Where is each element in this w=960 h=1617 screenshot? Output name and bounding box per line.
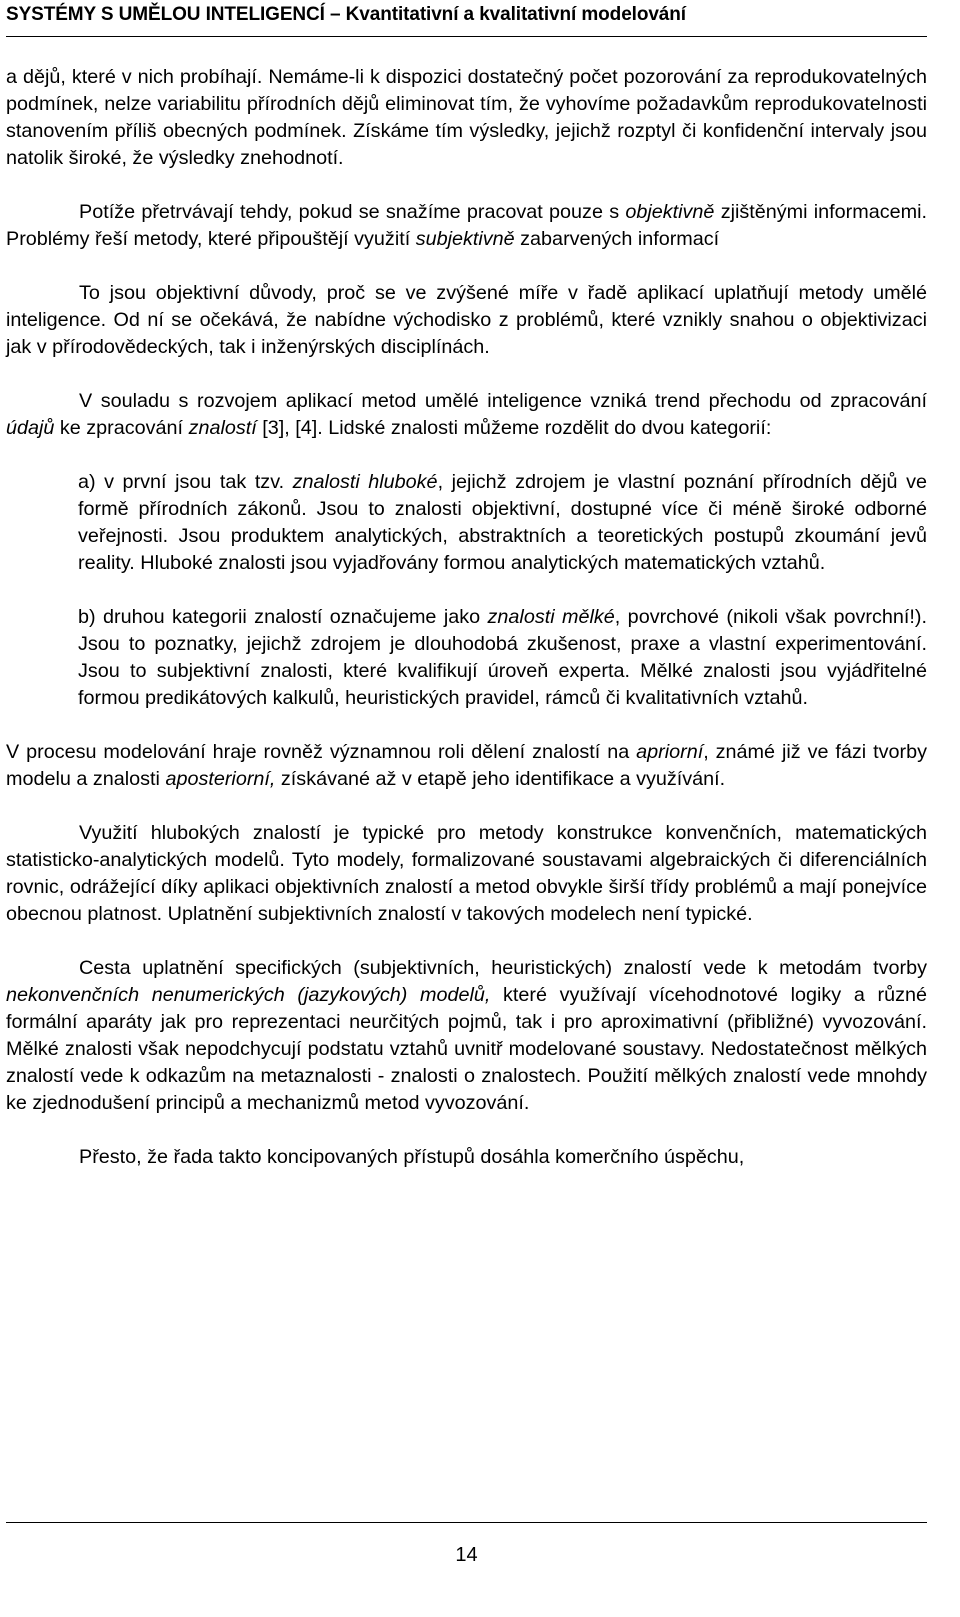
list-item-a-text: , jejichž zdrojem je vlastní poznání přírodních dějů ve formě přírodních zákonů. Jsou to znalosti objektivní, dostupné více či méně široké odborné veřejnosti. Jsou produktem analytických, abstraktních a teoretických postupů zkoumání jevů reality. Hluboké znalosti jsou vyjadřovány formou analytických matematických vztahů. bbox=[78, 471, 927, 574]
paragraph-2-text: Potíže přetrvávají tehdy, pokud se snažíme pracovat pouze s bbox=[79, 201, 626, 223]
paragraph-4-text: [3], [4]. Lidské znalosti můžeme rozdělit do dvou kategorií: bbox=[256, 417, 772, 439]
paragraph-gap bbox=[6, 442, 927, 469]
list-item-a-text: a) v první jsou tak tzv. bbox=[78, 471, 293, 493]
list-item-a bbox=[78, 469, 927, 577]
list-item-b-text: , povrchové (nikoli však povrchní!). Jsou to poznatky, jejichž zdrojem je dlouhodobá zkušenost, praxe a vlastní experimentování. Jsou to subjektivní znalosti, které kvalifikují úroveň experta. Mělké znalosti jsou vyjádřitelné formou predikátových kalkulů, heuristických pravidel, rámců či kvalitativních vztahů. bbox=[78, 606, 927, 709]
paragraph-3-text: To jsou objektivní důvody, proč se ve zvýšené míře v řadě aplikací uplatňují metody umělé inteligence. Od ní se očekává, že nabídne východisko z problémů, které vznikly snahou o objektivizaci jak v přírodovědeckých, tak i inženýrských disciplínách. bbox=[6, 282, 927, 358]
header-rule bbox=[6, 36, 927, 37]
paragraph-4 bbox=[6, 388, 927, 442]
page-number: 14 bbox=[455, 1544, 478, 1566]
paragraph-gap bbox=[6, 253, 927, 280]
body-text bbox=[6, 64, 927, 1171]
footer-rule bbox=[6, 1522, 927, 1523]
emphasis-znalosti-melke: znalosti mělké bbox=[487, 606, 615, 628]
emphasis-znalosti: znalostí bbox=[188, 417, 257, 439]
emphasis-objektivne: objektivně bbox=[625, 201, 715, 223]
paragraph-5-text: , známé již ve fázi tvorby modelu a znalosti bbox=[6, 741, 927, 790]
paragraph-2 bbox=[6, 199, 927, 253]
paragraph-7-text: které využívají vícehodnotové logiky a různé formální aparáty jak pro reprezentaci neurčitých pojmů, tak i pro aproximativní (přibližné) vyvozování. Mělké znalosti však nepodchycují podstatu vztahů uvnitř modelované soustavy. Nedostatečnost mělkých znalostí vede k odkazům na metaznalosti - znalosti o znalostech. Použití mělkých znalostí vede mnohdy ke zjednodušení principů a mechanizmů metod vyvozování. bbox=[6, 984, 927, 1114]
emphasis-subjektivne: subjektivně bbox=[415, 228, 515, 250]
list-item-b bbox=[78, 604, 927, 712]
running-header: SYSTÉMY S UMĚLOU INTELIGENCÍ – Kvantitativní a kvalitativní modelování bbox=[6, 4, 686, 25]
emphasis-aposteriorni: aposteriorní, bbox=[165, 768, 276, 790]
paragraph-4-text: V souladu s rozvojem aplikací metod umělé inteligence vzniká trend přechodu od zpracování bbox=[79, 390, 927, 412]
paragraph-8-text: Přesto, že řada takto koncipovaných přístupů dosáhla komerčního úspěchu, bbox=[79, 1146, 745, 1168]
paragraph-7-text: Cesta uplatnění specifických (subjektivních, heuristických) znalostí vede k metodám tvorby bbox=[79, 957, 927, 979]
paragraph-6-text: Využití hlubokých znalostí je typické pro metody konstrukce konvenčních, matematických statisticko-analytických modelů. Tyto modely, formalizované soustavami algebraických či diferenciálních rovnic, odrážející díky aplikaci objektivních znalostí a metod obvykle širší třídy problémů a mají ponejvíce obecnou platnost. Uplatnění subjektivních znalostí v takových modelech není typické. bbox=[6, 822, 927, 925]
paragraph-5 bbox=[6, 739, 927, 793]
paragraph-gap bbox=[6, 793, 927, 820]
list-item-b-text: b) druhou kategorii znalostí označujeme jako bbox=[78, 606, 488, 628]
paragraph-gap bbox=[6, 172, 927, 199]
emphasis-udaju: údajů bbox=[6, 417, 55, 439]
paragraph-2-text: zjištěnými informacemi. Problémy řeší metody, které připouštějí využití bbox=[6, 201, 928, 250]
paragraph-gap bbox=[6, 1117, 927, 1144]
paragraph-gap bbox=[6, 361, 927, 388]
paragraph-5-text: získávané až v etapě jeho identifikace a využívání. bbox=[275, 768, 726, 790]
paragraph-1 bbox=[6, 64, 927, 172]
paragraph-4-text: ke zpracování bbox=[54, 417, 189, 439]
emphasis-znalosti-hluboke: znalosti hluboké bbox=[292, 471, 438, 493]
paragraph-gap bbox=[6, 577, 927, 604]
paragraph-gap bbox=[6, 928, 927, 955]
emphasis-apriorni: apriorní bbox=[636, 741, 704, 763]
paragraph-1-text: a dějů, které v nich probíhají. Nemáme-li k dispozici dostatečný počet pozorování za reprodukovatelných podmínek, nelze variabilitu přírodních dějů eliminovat tím, že vyhovíme požadavkům reprodukovatelnosti stanovením příliš obecných podmínek. Získáme tím výsledky, jejichž rozptyl či konfidenční intervaly jsou natolik široké, že výsledky znehodnotí. bbox=[6, 66, 927, 169]
paragraph-gap bbox=[6, 712, 927, 739]
emphasis-nekonvencni-modely: nekonvenčních nenumerických (jazykových) modelů, bbox=[6, 984, 491, 1006]
paragraph-5-text: V procesu modelování hraje rovněž významnou roli dělení znalostí na bbox=[6, 741, 637, 763]
paragraph-7 bbox=[6, 955, 927, 1117]
paragraph-6 bbox=[6, 820, 927, 928]
paragraph-8 bbox=[6, 1144, 927, 1171]
paragraph-2-text: zabarvených informací bbox=[514, 228, 720, 250]
paragraph-3 bbox=[6, 280, 927, 361]
